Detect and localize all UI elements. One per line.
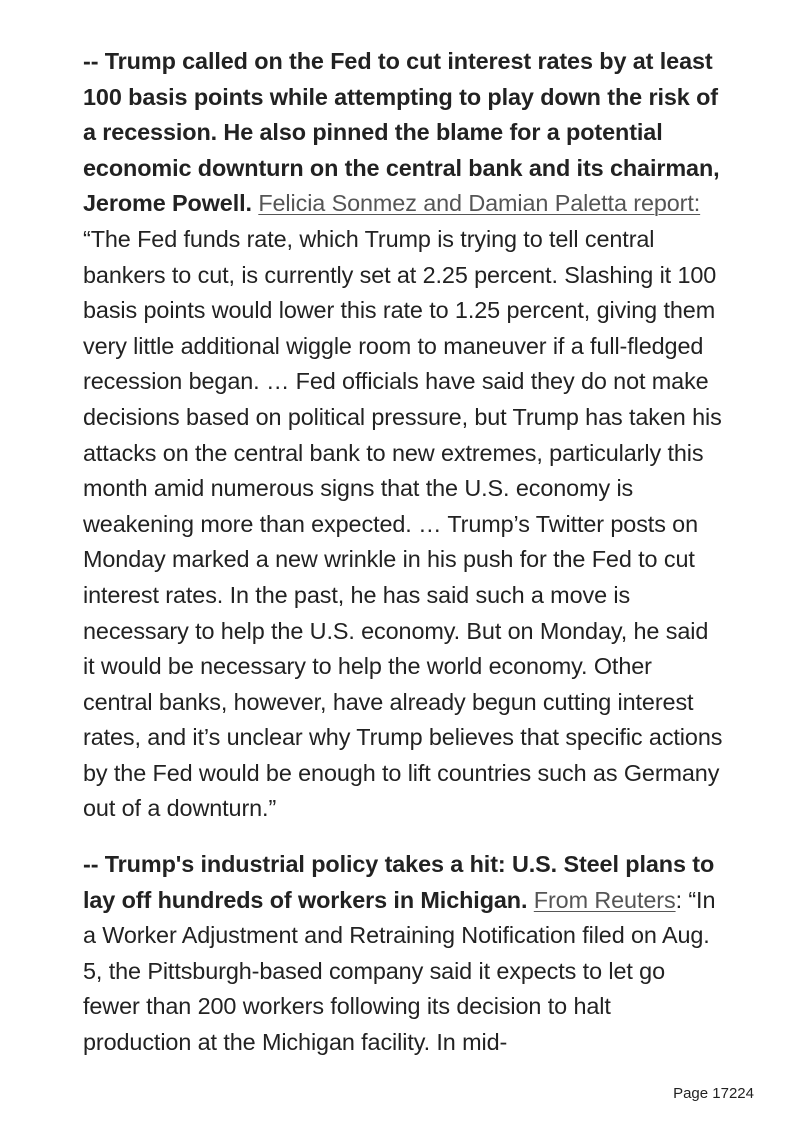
paragraph-headline: -- Trump's industrial policy takes a hit: U.S. Steel plans to lay off hundreds of workers in Michigan.	[83, 851, 715, 913]
article-paragraph-fed-rates	[83, 44, 723, 827]
paragraph-body: “The Fed funds rate, which Trump is trying to tell central bankers to cut, is currently set at 2.25 percent. Slashing it 100 basis points would lower this rate to 1.25 percent, giving them very little additional wiggle room to maneuver if a full-fledged recession began. … Fed officials have said they do not make decisions based on political pressure, but Trump has taken his attacks on the central bank to new extremes, particularly this month amid numerous signs that the U.S. economy is weakening more than expected. … Trump’s Twitter posts on Monday marked a new wrinkle in his push for the Fed to cut interest rates. In the past, he has said such a move is necessary to help the U.S. economy. But on Monday, he said it would be necessary to help the world economy. Other central banks, however, have already begun cutting interest rates, and it’s unclear why Trump believes that specific actions by the Fed would be enough to lift countries such as Germany out of a downturn.”	[83, 225, 723, 822]
article-paragraph-us-steel	[83, 847, 723, 1061]
document-page	[83, 44, 723, 1061]
paragraph-headline: -- Trump called on the Fed to cut interest rates by at least 100 basis points while attempting to play down the risk of a recession. He also pinned the blame for a potential economic downturn on the central bank and its chairman, Jerome Powell.	[83, 48, 720, 217]
page-number: Page 17224	[673, 1085, 754, 1102]
paragraph-body: : “In a Worker Adjustment and Retraining Notification filed on Aug. 5, the Pittsburgh-based company said it expects to let go fewer than 200 workers following its decision to halt production at the Michigan facility. In mid-	[83, 886, 716, 1056]
report-link[interactable]: Felicia Sonmez and Damian Paletta report:	[258, 190, 701, 217]
source-link[interactable]: From Reuters	[533, 886, 676, 913]
